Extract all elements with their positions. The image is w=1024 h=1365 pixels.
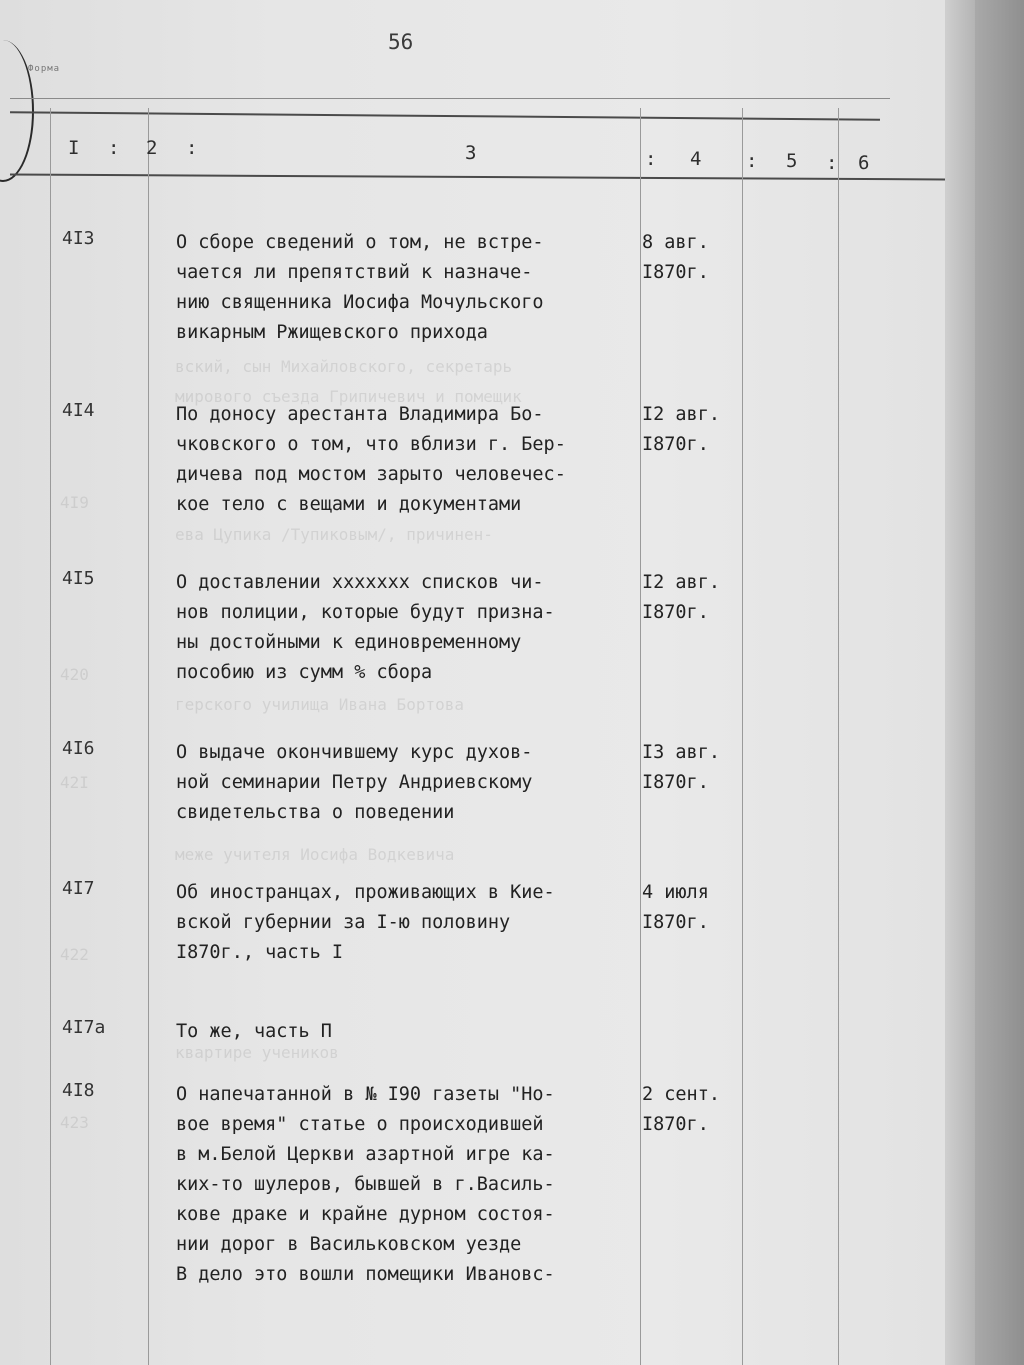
description-line: О напечатанной в № I90 газеты "Но-	[176, 1084, 555, 1105]
description-line: Об иностранцах, проживающих в Кие-	[176, 882, 555, 903]
description-line: в м.Белой Церкви азартной игре ка-	[176, 1144, 555, 1165]
column-number-4: 4	[690, 148, 702, 170]
description-line: чковского о том, что вблизи г. Бер-	[176, 434, 566, 455]
entry-number: 4I7а	[62, 1017, 106, 1038]
entry-description	[176, 738, 636, 828]
entry-description	[176, 1017, 636, 1047]
bleed-line: ева Цупика /Тупиковым/, причинен-	[175, 525, 493, 544]
column-number-5: 5	[786, 150, 798, 172]
entry-description	[176, 228, 636, 348]
bleed-line: мирового съезда Грипичевич и помещик	[175, 387, 522, 406]
column-number-1: I	[68, 137, 80, 159]
page-number: 56	[388, 30, 414, 54]
description-line: вской губернии за I-ю половину	[176, 912, 511, 933]
description-line: В дело это вошли помещики Ивановс-	[176, 1264, 555, 1285]
entry-description	[176, 568, 636, 688]
description-line: По доносу арестанта Владимира Бо-	[176, 404, 544, 425]
date-line: I3 авг.	[642, 742, 720, 763]
description-line: О сборе сведений о том, не встре-	[176, 232, 544, 253]
entry-date	[642, 1080, 720, 1140]
column-divider	[742, 108, 743, 1365]
background-edge	[975, 0, 1024, 1365]
date-line: 4 июля	[642, 882, 709, 903]
entry-date	[642, 568, 720, 628]
bleed-line: 422	[60, 945, 89, 964]
entry-description	[176, 400, 636, 520]
entry-number: 4I6	[62, 738, 95, 759]
bleed-line: 42I	[60, 773, 89, 792]
description-line: То же, часть П	[176, 1021, 332, 1042]
column-separator: :	[746, 150, 758, 172]
description-line: нии дорог в Васильковском уезде	[176, 1234, 522, 1255]
description-line: викарным Ржищевского прихода	[176, 322, 488, 343]
date-line: I870г.	[642, 262, 709, 283]
description-line: ны достойными к единовременному	[176, 632, 522, 653]
column-divider	[838, 108, 839, 1365]
description-line: ной семинарии Петру Андриевскому	[176, 772, 533, 793]
date-line: I870г.	[642, 912, 709, 933]
bleed-line: квартире учеников	[175, 1043, 339, 1062]
date-line: I870г.	[642, 772, 709, 793]
date-line: 2 сент.	[642, 1084, 720, 1105]
column-number-2: 2	[146, 137, 158, 159]
entry-date	[642, 228, 709, 288]
description-line: ких-то шулеров, бывшей в г.Василь-	[176, 1174, 555, 1195]
header-rule	[10, 111, 880, 121]
entry-date	[642, 400, 720, 460]
description-line: О выдаче окончившему курс духов-	[176, 742, 533, 763]
entry-date	[642, 738, 720, 798]
page-edge	[945, 0, 975, 1365]
bleed-line: 420	[60, 665, 89, 684]
bleed-line: меже учителя Иосифа Водкевича	[175, 845, 455, 864]
column-divider	[148, 108, 149, 1365]
column-number-3: 3	[465, 142, 477, 164]
entry-number: 4I7	[62, 878, 95, 899]
description-line: нию священника Иосифа Мочульского	[176, 292, 544, 313]
form-mark: Форма	[28, 64, 61, 74]
entry-date	[642, 878, 709, 938]
date-line: 8 авг.	[642, 232, 709, 253]
description-line: кове драке и крайне дурном состоя-	[176, 1204, 555, 1225]
bleed-line: герского училища Ивана Бортова	[175, 695, 464, 714]
description-line: О доставлении ххххххх списков чи-	[176, 572, 544, 593]
entry-number: 4I4	[62, 400, 95, 421]
column-divider	[50, 108, 51, 1365]
header-rule-top	[10, 98, 890, 99]
column-separator: :	[108, 137, 120, 159]
date-line: I2 авг.	[642, 404, 720, 425]
entry-number: 4I3	[62, 228, 95, 249]
description-line: свидетельства о поведении	[176, 802, 455, 823]
description-line: вое время" статье о происходившей	[176, 1114, 544, 1135]
bleed-line: 423	[60, 1113, 89, 1132]
bleed-line: вский, сын Михайловского, секретарь	[175, 357, 513, 376]
header-rule-bottom	[10, 174, 945, 181]
entry-number: 4I8	[62, 1080, 95, 1101]
description-line: дичева под мостом зарыто человечес-	[176, 464, 566, 485]
date-line: I2 авг.	[642, 572, 720, 593]
column-divider	[640, 108, 641, 1365]
bleed-line: 4I9	[60, 493, 89, 512]
entry-description	[176, 1080, 636, 1290]
date-line: I870г.	[642, 434, 709, 455]
entry-number: 4I5	[62, 568, 95, 589]
description-line: пособию из сумм % сбора	[176, 662, 433, 683]
column-number-6: 6	[858, 152, 870, 174]
description-line: нов полиции, которые будут призна-	[176, 602, 555, 623]
column-separator: :	[186, 137, 198, 159]
column-separator: :	[826, 152, 838, 174]
column-separator: :	[645, 148, 657, 170]
description-line: чается ли препятствий к назначе-	[176, 262, 533, 283]
date-line: I870г.	[642, 602, 709, 623]
description-line: I870г., часть I	[176, 942, 344, 963]
entry-description	[176, 878, 636, 968]
date-line: I870г.	[642, 1114, 709, 1135]
description-line: кое тело с вещами и документами	[176, 494, 522, 515]
